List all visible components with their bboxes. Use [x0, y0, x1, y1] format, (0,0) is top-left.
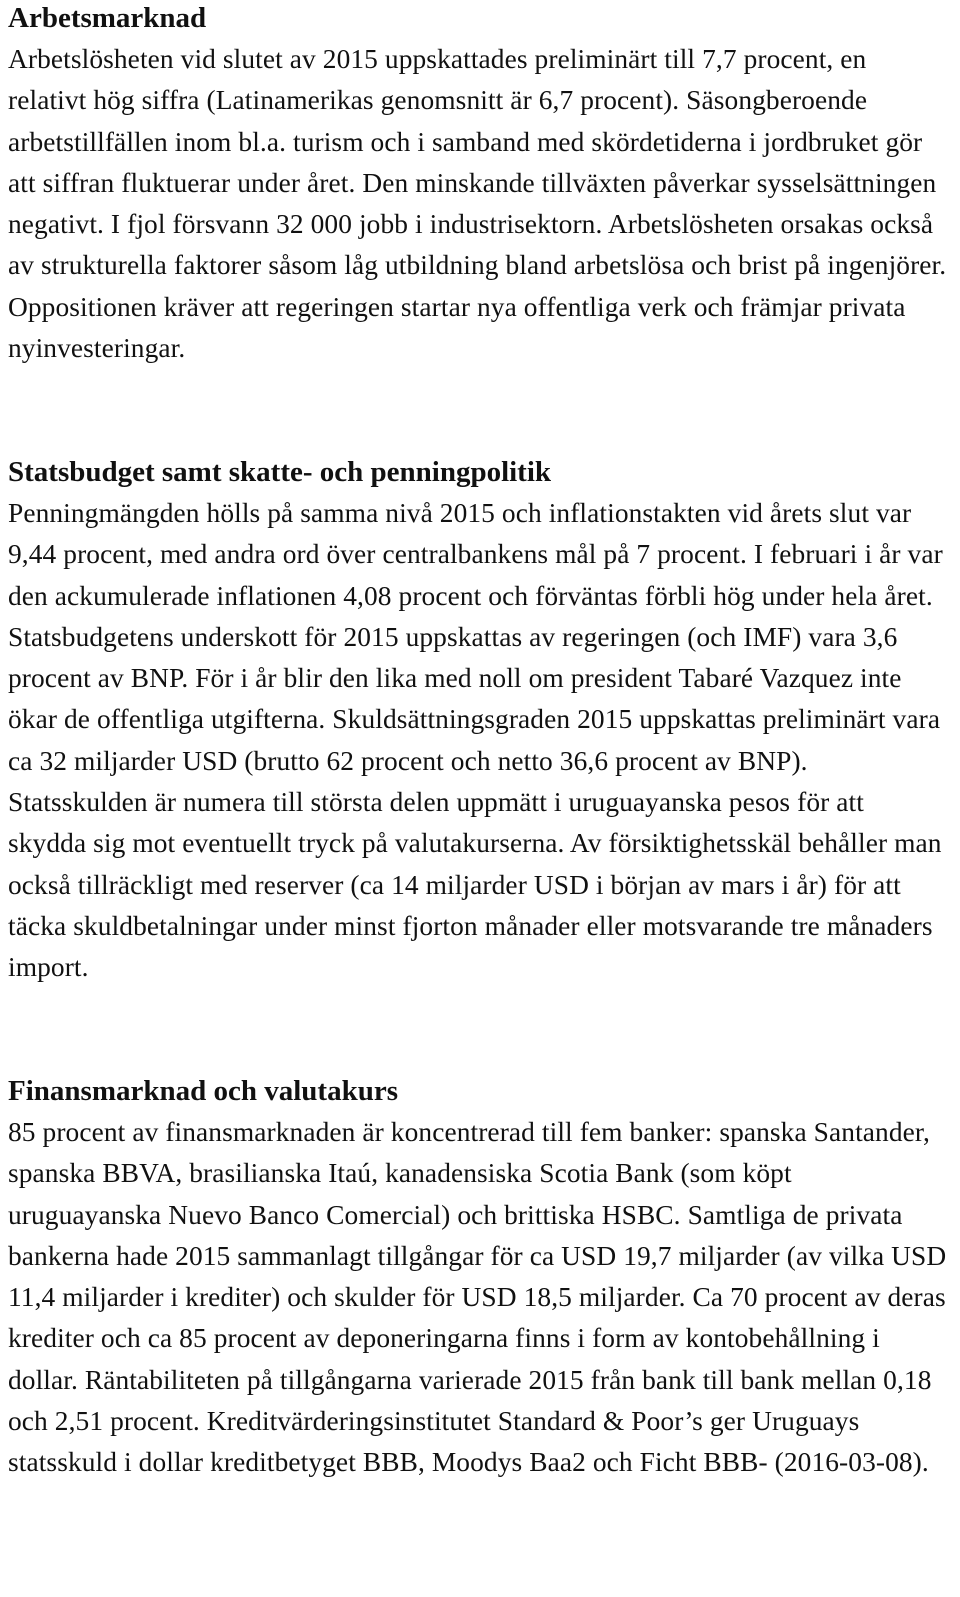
section-arbetsmarknad [8, 0, 948, 369]
section-body: Arbetslösheten vid slutet av 2015 uppskattades preliminärt till 7,7 procent, en relativt hög siffra (Latinamerikas genomsnitt är 6,7 procent). Säsongberoende arbetstillfällen inom bl.a. turism och i samband med skördetiderna i jordbruket gör att siffran fluktuerar under året. Den minskande tillväxten påverkar sysselsättningen negativt. I fjol försvann 32 000 jobb i industrisektorn. Arbetslösheten orsakas också av strukturella faktorer såsom låg utbildning bland arbetslösa och brist på ingenjörer. Oppositionen kräver att regeringen startar nya offentliga verk och främjar privata nyinvesteringar. [8, 44, 947, 364]
section-heading: Finansmarknad och valutakurs [8, 1075, 398, 1107]
section-body: 85 procent av finansmarknaden är koncentrerad till fem banker: spanska Santander, spanska BBVA, brasilianska Itaú, kanadensiska Scotia Bank (som köpt uruguayanska Nuevo Banco Comercial) och brittiska HSBC. Samtliga de privata bankerna hade 2015 sammanlagt tillgångar för ca USD 19,7 miljarder (av vilka USD 11,4 miljarder i krediter) och skulder för USD 18,5 miljarder. Ca 70 procent av deras krediter och ca 85 procent av deponeringarna finns i form av kontobehållning i dollar. Räntabiliteten på tillgångarna varierade 2015 från bank till bank mellan 0,18 och 2,51 procent. Kreditvärderingsinstitutet Standard & Poor’s ger Uruguays statsskuld i dollar kreditbetyget BBB, Moodys Baa2 och Ficht BBB- (2016-03-08). [8, 1117, 947, 1478]
section-body: Penningmängden hölls på samma nivå 2015 och inflationstakten vid årets slut var 9,44 procent, med andra ord över centralbankens mål på 7 procent. I februari i år var den ackumulerade inflationen 4,08 procent och förväntas förbli hög under hela året. Statsbudgetens underskott för 2015 uppskattas av regeringen (och IMF) vara 3,6 procent av BNP. För i år blir den lika med noll om president Tabaré Vazquez inte ökar de offentliga utgifterna. Skuldsättningsgraden 2015 uppskattas preliminärt vara ca 32 miljarder USD (brutto 62 procent och netto 36,6 procent av BNP). Statsskulden är numera till största delen uppmätt i uruguayanska pesos för att skydda sig mot eventuellt tryck på valutakurserna. Av försiktighetsskäl behåller man också tillräckligt med reserver (ca 14 miljarder USD i början av mars i år) för att täcka skuldbetalningar under minst fjorton månader eller motsvarande tre månaders import. [8, 498, 943, 983]
section-heading: Statsbudget samt skatte- och penningpolitik [8, 456, 552, 488]
section-statsbudget [8, 452, 948, 989]
section-heading: Arbetsmarknad [8, 2, 207, 34]
section-finansmarknad [8, 1071, 948, 1484]
